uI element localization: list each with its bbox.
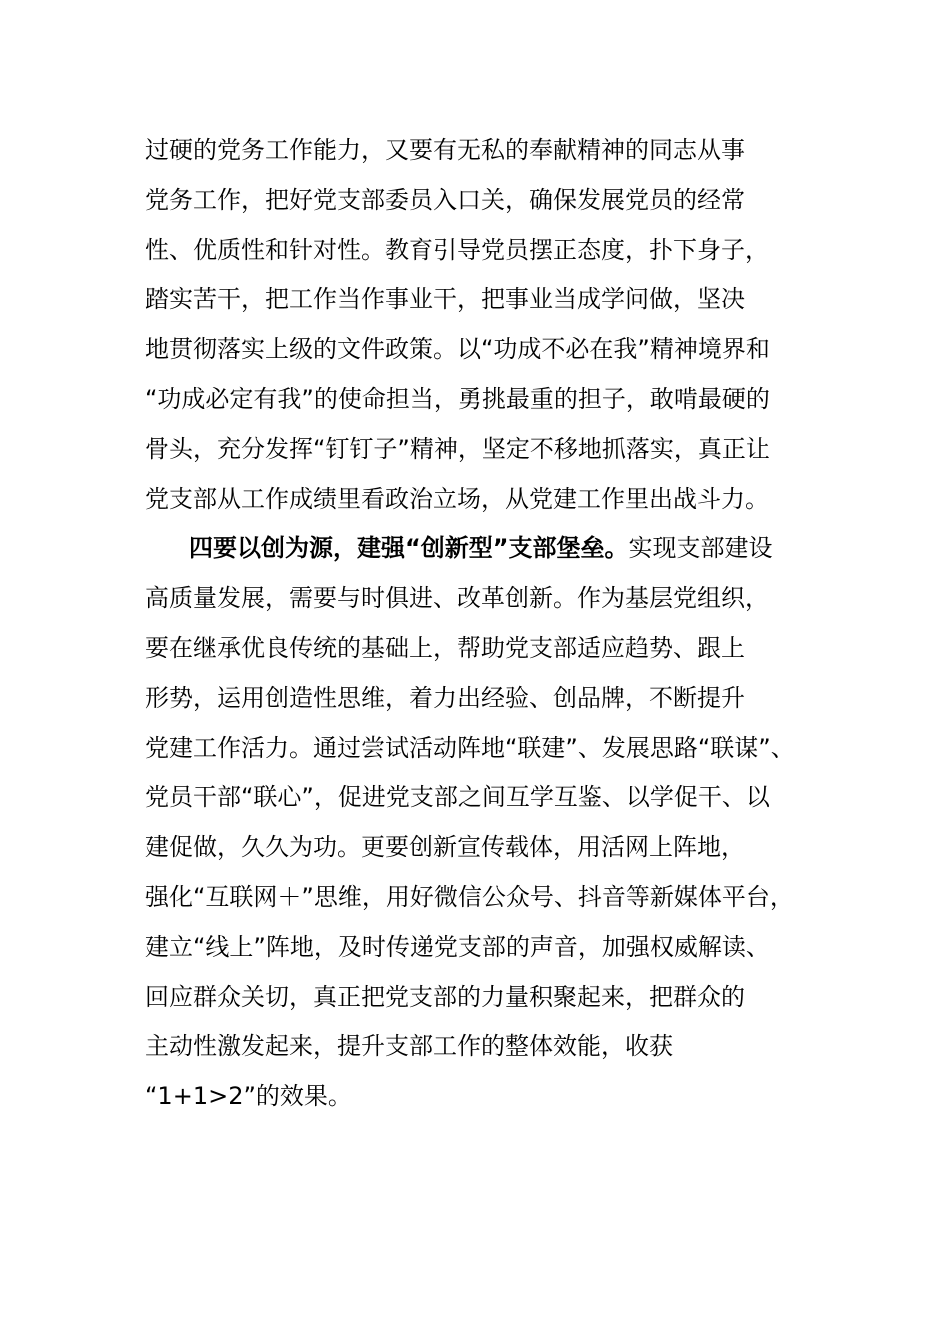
document-body	[145, 126, 835, 1122]
section-first-line	[145, 524, 835, 574]
body-line: 地贯彻落实上级的文件政策。以“功成不必在我”精神境界和	[145, 335, 770, 364]
section-line: 建促做，久久为功。更要创新宣传载体，用活网上阵地，	[145, 833, 745, 862]
section-first-line-text: 实现支部建设	[628, 534, 773, 563]
section-line: 要在继承优良传统的基础上，帮助党支部适应趋势、跟上	[145, 633, 745, 662]
section-line: 建立“线上”阵地，及时传递党支部的声音，加强权威解读、	[145, 932, 770, 961]
body-line: “功成必定有我”的使命担当，勇挑最重的担子，敢啃最硬的	[145, 384, 770, 413]
section-line: 强化“互联网＋”思维，用好微信公众号、抖音等新媒体平台，	[145, 882, 794, 911]
section-line: 形势，运用创造性思维，着力出经验、创品牌，不断提升	[145, 683, 745, 712]
section-line: 主动性激发起来，提升支部工作的整体效能，收获	[145, 1032, 673, 1061]
body-line: 骨头，充分发挥“钉钉子”精神，坚定不移地抓落实，真正让	[145, 434, 770, 463]
section-line: “1+1>2”的效果。	[145, 1082, 352, 1111]
section-heading: 四要以创为源，建强“创新型”支部堡垒。	[189, 534, 629, 563]
body-line: 党支部从工作成绩里看政治立场，从党建工作里出战斗力。	[145, 484, 769, 513]
body-line: 性、优质性和针对性。教育引导党员摆正态度，扑下身子，	[145, 235, 769, 264]
body-line: 过硬的党务工作能力，又要有无私的奉献精神的同志从事	[145, 136, 745, 164]
section-line: 党建工作活力。通过尝试活动阵地“联建”、发展思路“联谋”、	[145, 733, 795, 762]
section-line: 回应群众关切，真正把党支部的力量积聚起来，把群众的	[145, 982, 745, 1011]
section-line: 党员干部“联心”，促进党支部之间互学互鉴、以学促干、以	[145, 783, 770, 812]
body-line: 党务工作，把好党支部委员入口关，确保发展党员的经常	[145, 185, 745, 214]
body-line: 踏实苦干，把工作当作事业干，把事业当成学问做，坚决	[145, 285, 745, 314]
section-line: 高质量发展，需要与时俱进、改革创新。作为基层党组织，	[145, 584, 769, 613]
